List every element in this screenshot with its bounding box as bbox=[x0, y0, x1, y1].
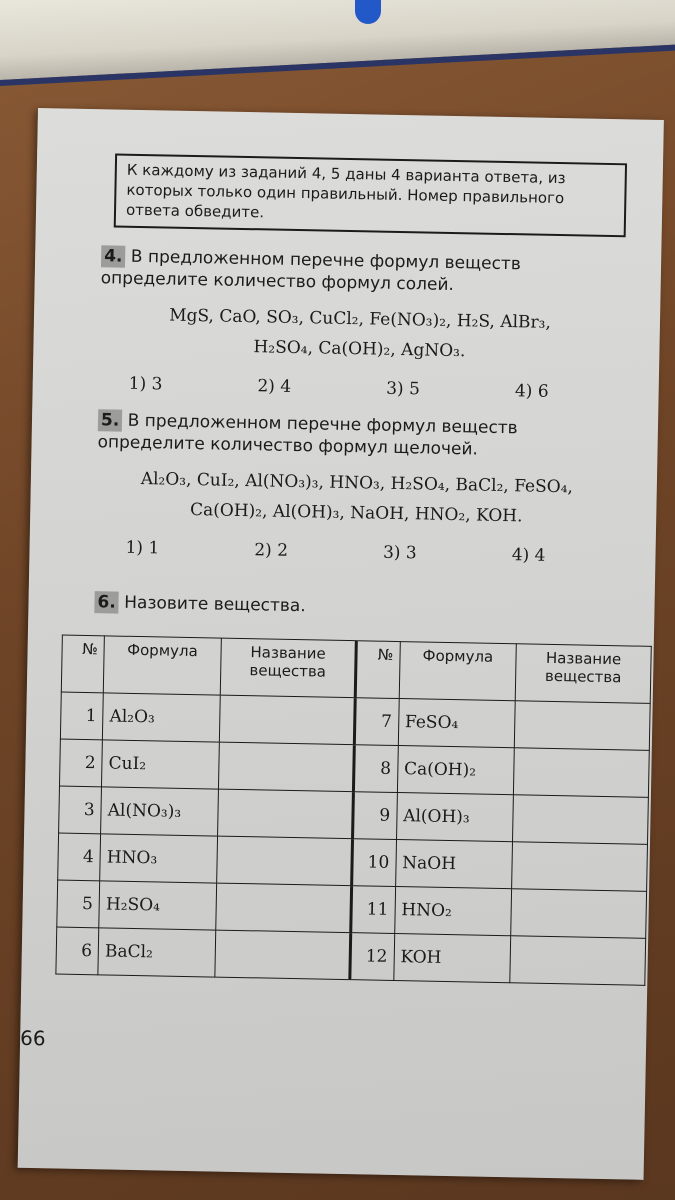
row-number: 8 bbox=[354, 745, 398, 793]
task-4-number: 4. bbox=[101, 245, 126, 267]
task-5-formulas-line1: Al₂O₃, CuI₂, Al(NO₃)₃, HNO₃, H₂SO₄, BaCl₂, FeSO₄, bbox=[140, 469, 574, 498]
formula-cell: HNO₂ bbox=[394, 887, 511, 936]
name-answer-cell[interactable] bbox=[513, 795, 649, 845]
row-number: 3 bbox=[59, 786, 102, 834]
name-answer-cell[interactable] bbox=[218, 742, 355, 792]
row-number: 4 bbox=[58, 833, 101, 881]
task-4-text bbox=[101, 245, 622, 299]
task-4-option-1[interactable]: 1) 3 bbox=[128, 373, 163, 395]
name-answer-cell[interactable] bbox=[510, 936, 646, 986]
name-answer-cell[interactable] bbox=[214, 930, 351, 980]
task-4-option-2[interactable]: 2) 4 bbox=[257, 376, 292, 397]
name-answer-cell[interactable] bbox=[511, 889, 647, 939]
row-number: 6 bbox=[56, 927, 99, 975]
task-6 bbox=[94, 591, 614, 623]
name-answer-cell[interactable] bbox=[217, 789, 354, 839]
formula-cell: H₂SO₄ bbox=[99, 881, 216, 930]
row-number: 2 bbox=[59, 739, 102, 787]
task-5 bbox=[95, 409, 618, 567]
task-5-options bbox=[125, 538, 545, 566]
name-answer-cell[interactable] bbox=[514, 701, 650, 751]
page-number: 66 bbox=[19, 1025, 46, 1051]
formula-cell: Al₂O₃ bbox=[103, 693, 220, 742]
name-answer-cell[interactable] bbox=[512, 842, 648, 892]
substances-table bbox=[55, 635, 651, 986]
task-4-formulas bbox=[99, 299, 620, 369]
header-name-right: Название вещества bbox=[515, 644, 651, 704]
formula-cell: BaCl₂ bbox=[98, 928, 215, 977]
task-6-question: Назовите вещества. bbox=[124, 592, 306, 617]
formula-cell: Ca(OH)₂ bbox=[397, 746, 514, 795]
task-5-option-2[interactable]: 2) 2 bbox=[254, 540, 289, 561]
task-4 bbox=[99, 245, 622, 403]
task-4-options bbox=[129, 374, 549, 402]
row-number: 5 bbox=[57, 880, 100, 928]
task-5-text bbox=[97, 409, 618, 463]
formula-cell: HNO₃ bbox=[100, 834, 217, 883]
background-notebook bbox=[0, 0, 675, 86]
header-number-left: № bbox=[61, 635, 104, 693]
formula-cell: Al(OH)₃ bbox=[396, 793, 513, 842]
row-number: 10 bbox=[352, 839, 396, 887]
task-6-text bbox=[94, 591, 614, 623]
formula-cell: NaOH bbox=[395, 840, 512, 889]
row-number: 9 bbox=[353, 792, 397, 840]
task-5-option-4[interactable]: 4) 4 bbox=[511, 545, 546, 566]
row-number: 11 bbox=[351, 886, 395, 934]
name-answer-cell[interactable] bbox=[215, 883, 352, 933]
task-4-option-3[interactable]: 3) 5 bbox=[386, 378, 421, 400]
task-6-number: 6. bbox=[94, 591, 119, 613]
formula-cell: CuI₂ bbox=[102, 740, 219, 789]
row-number: 1 bbox=[60, 692, 103, 740]
name-answer-cell[interactable] bbox=[513, 748, 649, 798]
task-4-formulas-line1: MgS, CaO, SO₃, CuCl₂, Fe(NO₃)₂, H₂S, AlBr₃, bbox=[168, 305, 552, 333]
task-4-formulas-line2: H₂SO₄, Ca(OH)₂, AgNO₃. bbox=[253, 337, 466, 362]
header-name-left: Название вещества bbox=[220, 638, 357, 698]
task-4-question: В предложенном перечне формул веществ определите количество формул солей. bbox=[100, 246, 522, 296]
header-formula-right: Формула bbox=[399, 642, 516, 701]
formula-cell: FeSO₄ bbox=[398, 699, 515, 748]
task-4-option-4[interactable]: 4) 6 bbox=[514, 381, 549, 402]
workbook-page bbox=[18, 108, 664, 1180]
task-5-option-1[interactable]: 1) 1 bbox=[125, 537, 160, 559]
task-5-formulas-line2: Ca(OH)₂, Al(OH)₃, NaOH, HNO₂, KOH. bbox=[189, 499, 523, 527]
task-5-number: 5. bbox=[98, 409, 123, 431]
formula-cell: KOH bbox=[394, 933, 511, 982]
header-formula-left: Формула bbox=[103, 636, 220, 695]
task-5-option-3[interactable]: 3) 3 bbox=[382, 542, 417, 564]
task-5-question: В предложенном перечне формул веществ определите количество формул щелочей. bbox=[97, 410, 518, 460]
name-answer-cell[interactable] bbox=[219, 695, 356, 745]
task-5-formulas bbox=[96, 463, 617, 533]
header-number-right: № bbox=[356, 641, 400, 699]
formula-cell: Al(NO₃)₃ bbox=[101, 787, 218, 836]
table-row bbox=[56, 927, 646, 985]
instruction-box: К каждому из заданий 4, 5 даны 4 варианта ответа, из которых только один правильный. Номер правильного ответа обведите. bbox=[114, 153, 627, 237]
name-answer-cell[interactable] bbox=[216, 836, 353, 886]
row-number: 12 bbox=[350, 933, 394, 981]
row-number: 7 bbox=[355, 698, 399, 746]
